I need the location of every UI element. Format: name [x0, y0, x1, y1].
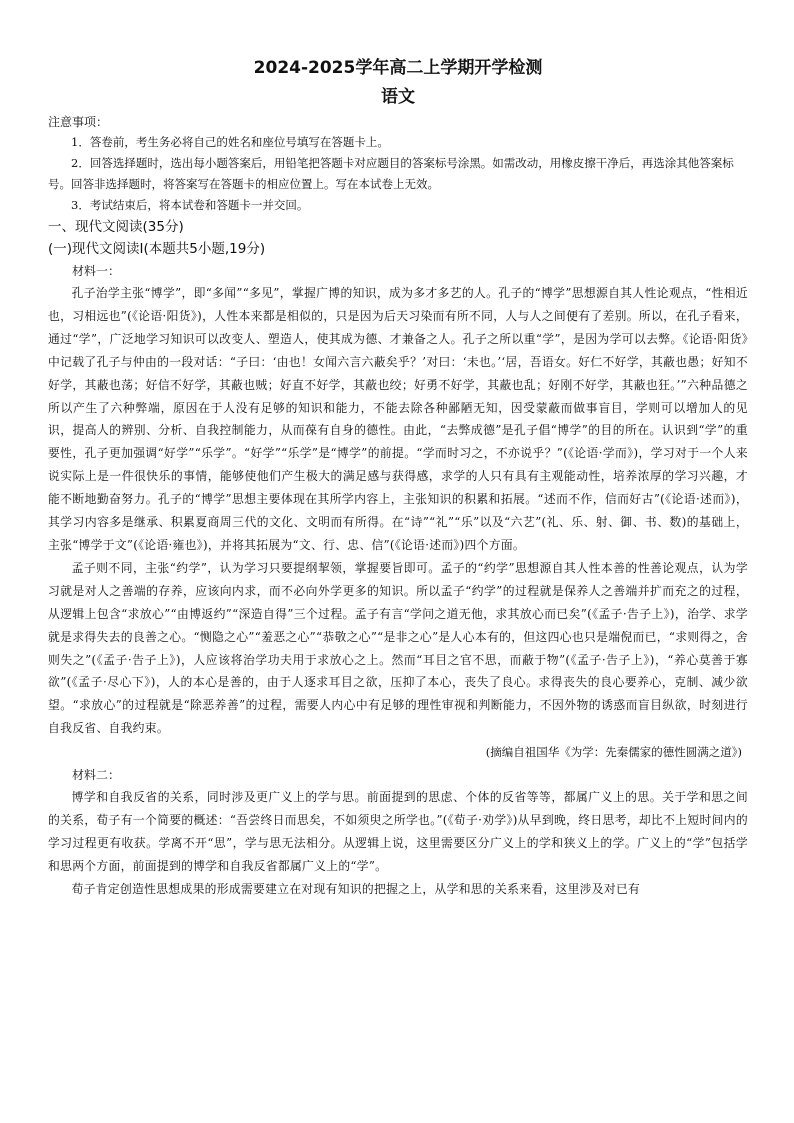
body-paragraph: 孟子则不同，主张“约学”，认为学习只要提纲挈领，掌握要旨即可。孟子的“约学”思想源自其人性本善的性善论观点，认为学习就是对人之善端的存养，应该向内求，而不必向外学更多的知识。所以孟子“约学”的过程就是保养人之善端并扩而充之的过程，从逻辑上包含“求放心”“由博返约”“深造自得”三个过程。孟子有言“学问之道无他，求其放心而已矣”(《孟子·告子上》)，治学、求学就是求得失去的良善之心。“恻隐之心”“羞恶之心”“恭敬之心”“是非之心”是人心本有的，但这四心也只是端倪而已，“求则得之，舍则失之”(《孟子·告子上》)，人应该将治学功夫用于求放心之上。然而“耳目之官不思，而蔽于物”(《孟子·告子上》)，“养心莫善于寡欲”(《孟子·尽心下》)，人的本心是善的，由于人逐求耳目之欲，压抑了本心，丧失了良心。求得丧失的良心要养心，克制、减少欲望。“求放心”的过程就是“除恶养善”的过程，需要人内心中有足够的理性审视和判断能力，不因外物的诱惑而盲目纵欲，时刻进行自我反省、自我约束。 — [48, 560, 748, 736]
exam-title: 2024-2025学年高二上学期开学检测 — [253, 58, 543, 78]
notes-heading: 注意事项： — [48, 115, 109, 129]
subsection-heading: (一)现代文阅读Ⅰ(本题共5小题,19分) — [48, 241, 266, 257]
note-item: 3．考试结束后，将本试卷和答题卡一并交回。 — [71, 198, 309, 212]
note-item: 1．答卷前，考生务必将自己的姓名和座位号填写在答题卡上。 — [71, 135, 389, 149]
body-paragraph: 孔子治学主张“博学”，即“多闻”“多见”，掌握广博的知识，成为多才多艺的人。孔子的“博学”思想源自其人性论观点，“性相近也，习相远也”(《论语·阳货》)，人性本来都是相似的，只是因为后天习染而有所不同，人与人之间便有了差别。所以，在孔子看来，通过“学”，广泛地学习知识可以改变人、塑造人，使其成为德、才兼备之人。孔子之所以重“学”，是因为学可以去弊。《论语·阳货》中记载了孔子与仲由的一段对话：“子曰：‘由也！女闻六言六蔽矣乎？’对曰：‘未也。’‘居，吾语女。好仁不好学，其蔽也愚；好知不好学，其蔽也荡；好信不好学，其蔽也贼；好直不好学，其蔽也绞；好勇不好学，其蔽也乱；好刚不好学，其蔽也狂。’”六种品德之所以产生了六种弊端，原因在于人没有足够的知识和能力，不能去除各种鄙陋无知，因受蒙蔽而做事盲目，学则可以增加人的见识，提高人的辨别、分析、自我控制能力，从而葆有自身的德性。由此，“去弊成德”是孔子倡“博学”的目的所在。认识到“学”的重要性，孔子更加强调“好学”“乐学”。“好学”“乐学”是“博学”的前提。“学而时习之，不亦说乎？”(《论语·学而》)，学习对于一个人来说实际上是一件很快乐的事情，能够使他们产生极大的满足感与获得感，求学的人只有具有主观能动性，培养浓厚的学习兴趣，才能不断地勤奋努力。孔子的“博学”思想主要体现在其所学内容上，主张知识的积累和拓展。“述而不作，信而好古”(《论语·述而》)，其学习内容多是继承、积累夏商周三代的文化、文明而有所得。在“诗”“礼”“乐”以及“六艺”(礼、乐、射、御、书、数)的基础上，主张“博学于文”(《论语·雍也》)，并将其拓展为“文、行、忠、信”(《论语·述而》)四个方面。 — [48, 286, 748, 552]
exam-subject: 语文 — [381, 87, 415, 107]
exam-page — [48, 56, 748, 901]
section-heading: 一、现代文阅读(35分) — [48, 219, 184, 235]
body-paragraph: 博学和自我反省的关系，同时涉及更广义上的学与思。前面提到的思虑、个体的反省等等，都属广义上的思。关于学和思之间的关系，荀子有一个简要的概述：“吾尝终日而思矣，不如须臾之所学也。”(《荀子·劝学》)从早到晚，终日思考，却比不上短时间内的学习过程更有收获。学离不开“思”，学与思无法相分。从逻辑上说，这里需要区分广义上的学和狭义上的学。广义上的“学”包括学和思两个方面，前面提到的博学和自我反省都属广义上的“学”。 — [48, 790, 748, 873]
source-citation: (摘编自祖国华《为学：先秦儒家的德性圆满之道》) — [485, 745, 742, 760]
material-label: 材料一： — [72, 264, 121, 278]
body-paragraph: 荀子肯定创造性思想成果的形成需要建立在对现有知识的把握之上，从学和思的关系来看，这里涉及对已有 — [71, 881, 641, 896]
note-item: 2．回答选择题时，选出每小题答案后，用铅笔把答题卡对应题目的答案标号涂黑。如需改动，用橡皮擦干净后，再选涂其他答案标号。回答非选择题时，将答案写在答题卡的相应位置上。写在本试卷上无效。 — [48, 156, 734, 191]
material-label: 材料二： — [72, 768, 121, 783]
